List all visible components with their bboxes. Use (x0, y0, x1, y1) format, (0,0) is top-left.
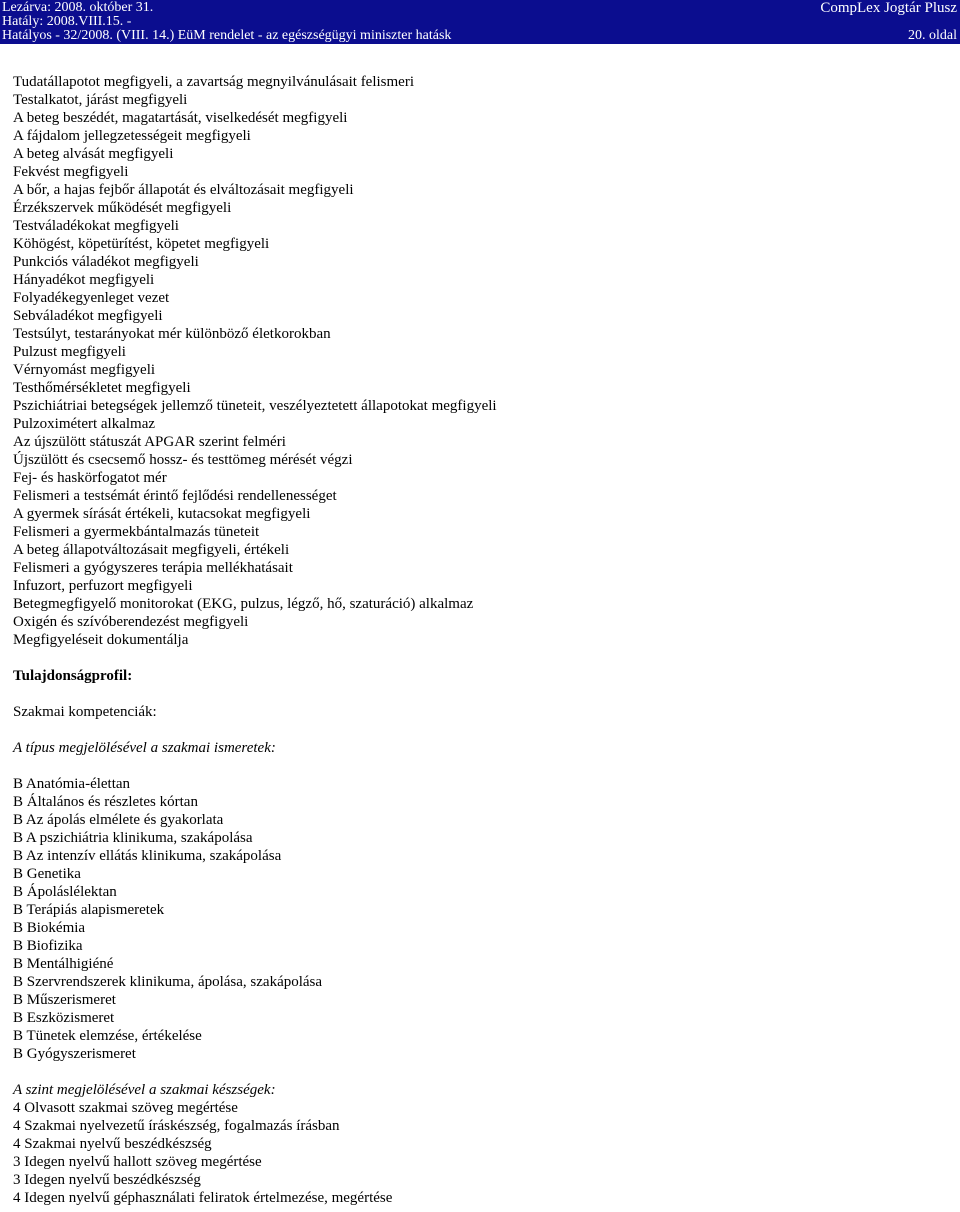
list-item: 3 Idegen nyelvű hallott szöveg megértése (13, 1154, 262, 1170)
header-closed-date: Lezárva: 2008. október 31. (2, 0, 154, 15)
list-item: Köhögést, köpetürítést, köpetet megfigyeli (13, 236, 270, 252)
list-item: Infuzort, perfuzort megfigyeli (13, 578, 193, 594)
list-item: B Ápoláslélektan (13, 884, 117, 900)
list-item: B Terápiás alapismeretek (13, 902, 165, 918)
list-item: B A pszichiátria klinikuma, szakápolása (13, 830, 253, 846)
skills-list (13, 1099, 943, 1207)
list-item: Hányadékot megfigyeli (13, 272, 155, 288)
document-header (0, 0, 960, 44)
list-item: B Az intenzív ellátás klinikuma, szakápolása (13, 848, 282, 864)
task-list (13, 73, 943, 649)
document-body (13, 73, 943, 1207)
knowledge-title: A típus megjelölésével a szakmai ismeretek: (13, 740, 276, 756)
list-item: Testsúlyt, testarányokat mér különböző életkorokban (13, 326, 331, 342)
list-item: Fej- és haskörfogatot mér (13, 470, 167, 486)
list-item: 4 Szakmai nyelvezetű íráskészség, fogalmazás írásban (13, 1118, 340, 1134)
list-item: Felismeri a gyógyszeres terápia mellékhatásait (13, 560, 293, 576)
list-item: 4 Olvasott szakmai szöveg megértése (13, 1100, 238, 1116)
skills-title: A szint megjelölésével a szakmai készségek: (13, 1082, 276, 1098)
competence-title: Szakmai kompetenciák: (13, 704, 157, 720)
list-item: B Anatómia-élettan (13, 776, 131, 792)
list-item: Testváladékokat megfigyeli (13, 218, 179, 234)
list-item: B Genetika (13, 866, 81, 882)
list-item: B Tünetek elemzése, értékelése (13, 1028, 202, 1044)
spacer (13, 757, 943, 775)
list-item: B Műszerismeret (13, 992, 116, 1008)
list-item: A beteg alvását megfigyeli (13, 146, 174, 162)
spacer (13, 1063, 943, 1081)
list-item: A bőr, a hajas fejbőr állapotát és elváltozásait megfigyeli (13, 182, 354, 198)
list-item: A beteg beszédét, magatartását, viselkedését megfigyeli (13, 110, 348, 126)
list-item: Felismeri a gyermekbántalmazás tüneteit (13, 524, 260, 540)
list-item: Fekvést megfigyeli (13, 164, 129, 180)
list-item: Az újszülött státuszát APGAR szerint felméri (13, 434, 286, 450)
spacer (13, 649, 943, 667)
list-item: 4 Szakmai nyelvű beszédkészség (13, 1136, 212, 1152)
list-item: B Eszközismeret (13, 1010, 115, 1026)
list-item: 3 Idegen nyelvű beszédkészség (13, 1172, 201, 1188)
list-item: B Szervrendszerek klinikuma, ápolása, szakápolása (13, 974, 323, 990)
list-item: Tudatállapotot megfigyeli, a zavartság megnyilvánulásait felismeri (13, 74, 415, 90)
spacer (13, 721, 943, 739)
header-effect-date: Hatály: 2008.VIII.15. - (2, 14, 132, 29)
list-item: B Gyógyszerismeret (13, 1046, 136, 1062)
list-item: Újszülött és csecsemő hossz- és testtömeg mérését végzi (13, 452, 353, 468)
spacer (13, 685, 943, 703)
list-item: A beteg állapotváltozásait megfigyeli, értékeli (13, 542, 290, 558)
knowledge-list (13, 775, 943, 1063)
header-brand: CompLex Jogtár Plusz (820, 0, 957, 16)
header-page-number: 20. oldal (908, 28, 957, 43)
list-item: Vérnyomást megfigyeli (13, 362, 156, 378)
list-item: A gyermek sírását értékeli, kutacsokat megfigyeli (13, 506, 311, 522)
list-item: B Biokémia (13, 920, 86, 936)
list-item: Punkciós váladékot megfigyeli (13, 254, 199, 270)
list-item: 4 Idegen nyelvű géphasználati feliratok értelmezése, megértése (13, 1190, 393, 1206)
list-item: B Az ápolás elmélete és gyakorlata (13, 812, 224, 828)
list-item: Betegmegfigyelő monitorokat (EKG, pulzus, légző, hő, szaturáció) alkalmaz (13, 596, 474, 612)
list-item: A fájdalom jellegzetességeit megfigyeli (13, 128, 251, 144)
list-item: B Biofizika (13, 938, 83, 954)
header-valid-regulation: Hatályos - 32/2008. (VIII. 14.) EüM rendelet - az egészségügyi miniszter hatásk (2, 28, 452, 43)
list-item: Felismeri a testsémát érintő fejlődési rendellenességet (13, 488, 337, 504)
list-item: Oxigén és szívóberendezést megfigyeli (13, 614, 249, 630)
list-item: B Általános és részletes kórtan (13, 794, 198, 810)
list-item: Pulzust megfigyeli (13, 344, 126, 360)
profile-title: Tulajdonságprofil: (13, 668, 133, 684)
list-item: Testalkatot, járást megfigyeli (13, 92, 188, 108)
list-item: Pszichiátriai betegségek jellemző tüneteit, veszélyeztetett állapotokat megfigyeli (13, 398, 497, 414)
list-item: Érzékszervek működését megfigyeli (13, 200, 232, 216)
list-item: Sebváladékot megfigyeli (13, 308, 163, 324)
list-item: B Mentálhigiéné (13, 956, 114, 972)
list-item: Pulzoximétert alkalmaz (13, 416, 156, 432)
list-item: Testhőmérsékletet megfigyeli (13, 380, 191, 396)
list-item: Megfigyeléseit dokumentálja (13, 632, 189, 648)
list-item: Folyadékegyenleget vezet (13, 290, 170, 306)
